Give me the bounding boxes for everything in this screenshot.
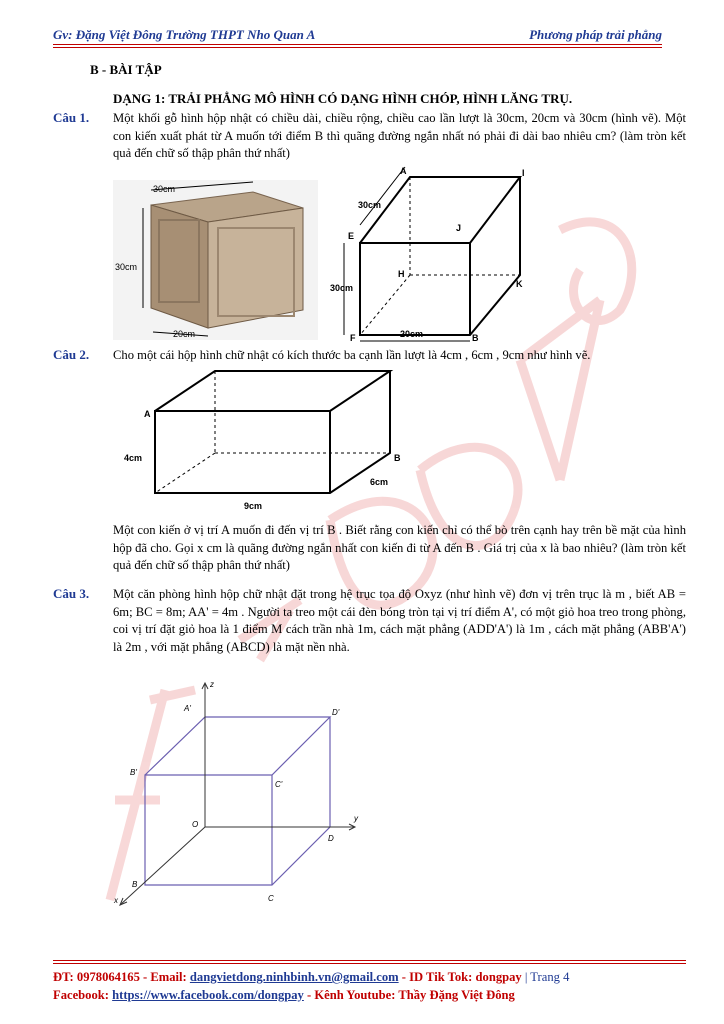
- vertex-label: D': [332, 708, 340, 717]
- axis-origin-label: O: [192, 820, 199, 829]
- vertex-label: J: [456, 223, 462, 233]
- footer-divider: [53, 960, 686, 961]
- vertex-label: F: [350, 333, 356, 343]
- dimension-label: 30cm: [330, 283, 354, 293]
- email-link[interactable]: dangvietdong.ninhbinh.vn@gmail.com: [189, 970, 399, 984]
- vertex-label: A: [400, 166, 407, 176]
- footer-line-1: [53, 970, 569, 985]
- vertex-label: K: [516, 279, 523, 289]
- vertex-label: E: [348, 231, 355, 241]
- dang-title: DẠNG 1: TRẢI PHẲNG MÔ HÌNH CÓ DẠNG HÌNH CHÓP, HÌNH LĂNG TRỤ.: [113, 91, 573, 106]
- footer-phone-email-label: ĐT: 0978064165 - Email:: [53, 970, 190, 984]
- vertex-label: B: [132, 880, 138, 889]
- footer-line-2: [53, 988, 515, 1003]
- axis-label: y: [354, 814, 358, 823]
- dimension-label: 30cm: [358, 200, 382, 210]
- footer-divider: [53, 963, 686, 964]
- box-figure-q1: [330, 165, 550, 345]
- dimension-label: 4cm: [124, 453, 143, 463]
- vertex-label: B: [394, 453, 401, 463]
- vertex-label: I: [522, 168, 525, 178]
- header-right: Phương pháp trải phẳng: [529, 27, 662, 42]
- vertex-label: A': [184, 704, 191, 713]
- photo-label: 30cm: [115, 262, 138, 272]
- question-1-text: Một khối gỗ hình hộp nhật có chiều dài, chiều rộng, chiều cao lần lượt là 30cm, 20cm và 30cm (hình vẽ). Một con kiến xuất phát từ A muốn tới điểm B thì quãng đường ngắn nhất nó phải đi dài bao nhiêu cm? (làm tròn kết quả đến chữ số thập phân thứ nhất): [113, 111, 686, 160]
- vertex-label: C: [268, 894, 274, 903]
- dimension-label: 9cm: [244, 501, 263, 511]
- page-header: [53, 27, 662, 45]
- facebook-link[interactable]: https://www.facebook.com/dongpay: [112, 988, 304, 1002]
- wooden-box-photo: [113, 180, 318, 340]
- vertex-label: H: [398, 269, 405, 279]
- footer-facebook-label: Facebook:: [53, 988, 113, 1002]
- photo-label: 20cm: [173, 329, 196, 339]
- footer-tiktok: - ID Tik Tok: dongpay: [398, 970, 522, 984]
- section-title: B - BÀI TẬP: [90, 62, 162, 77]
- footer-youtube: - Kênh Youtube: Thầy Đặng Việt Đông: [303, 988, 515, 1002]
- header-left: Gv: Đặng Việt Đông Trường THPT Nho Quan A: [53, 27, 316, 42]
- box-figure-q2: [120, 365, 410, 515]
- question-2-text: Cho một cái hộp hình chữ nhật có kích thước ba cạnh lần lượt là 4cm , 6cm , 9cm như hình vẽ.: [113, 348, 591, 362]
- question-3-label: Câu 3.: [53, 586, 90, 601]
- question-2-label: Câu 2.: [53, 347, 90, 362]
- photo-label: 30cm: [153, 184, 176, 194]
- vertex-label: A: [144, 409, 151, 419]
- vertex-label: B': [130, 768, 137, 777]
- question-3-text: Một căn phòng hình hộp chữ nhật đặt trong hệ trục tọa độ Oxyz (như hình vẽ) đơn vị trên trục là m , biết AB = 6m; BC = 8m; AA' = 4m . Người ta treo một cái đèn bóng tròn tại vị trí điểm A', có một giỏ hoa treo trong phòng, coi vị trí đặt giỏ hoa là 1 điểm M cách trần nhà 1m, cách mặt phẳng (ADD'A') là 1m , cách mặt phẳng (ABB'A') là 2m , với mặt phẳng (ABCD) là mặt nền nhà.: [113, 587, 686, 654]
- dimension-label: 20cm: [400, 329, 424, 339]
- header-divider: [53, 47, 662, 48]
- vertex-label: B: [472, 333, 479, 343]
- page-number: | Trang 4: [521, 970, 570, 984]
- question-1-label: Câu 1.: [53, 110, 90, 125]
- axis-label: z: [210, 680, 214, 689]
- vertex-label: D: [328, 834, 334, 843]
- coordinate-room-figure: [110, 675, 370, 915]
- vertex-label: C': [275, 780, 283, 789]
- question-2-text-2: Một con kiến ở vị trí A muốn đi đến vị trí B . Biết rằng con kiến chỉ có thể bò trên cạnh hay trên bề mặt của hình hộp đã cho. Gọi x cm là quãng đường ngắn nhất con kiến đi từ A đến B . Giá trị của x là bao nhiêu? (làm tròn kết quả đến chữ số thập phân thứ nhất): [113, 523, 686, 572]
- dimension-label: 6cm: [370, 477, 389, 487]
- header-divider: [53, 44, 662, 45]
- axis-label: x: [114, 896, 118, 905]
